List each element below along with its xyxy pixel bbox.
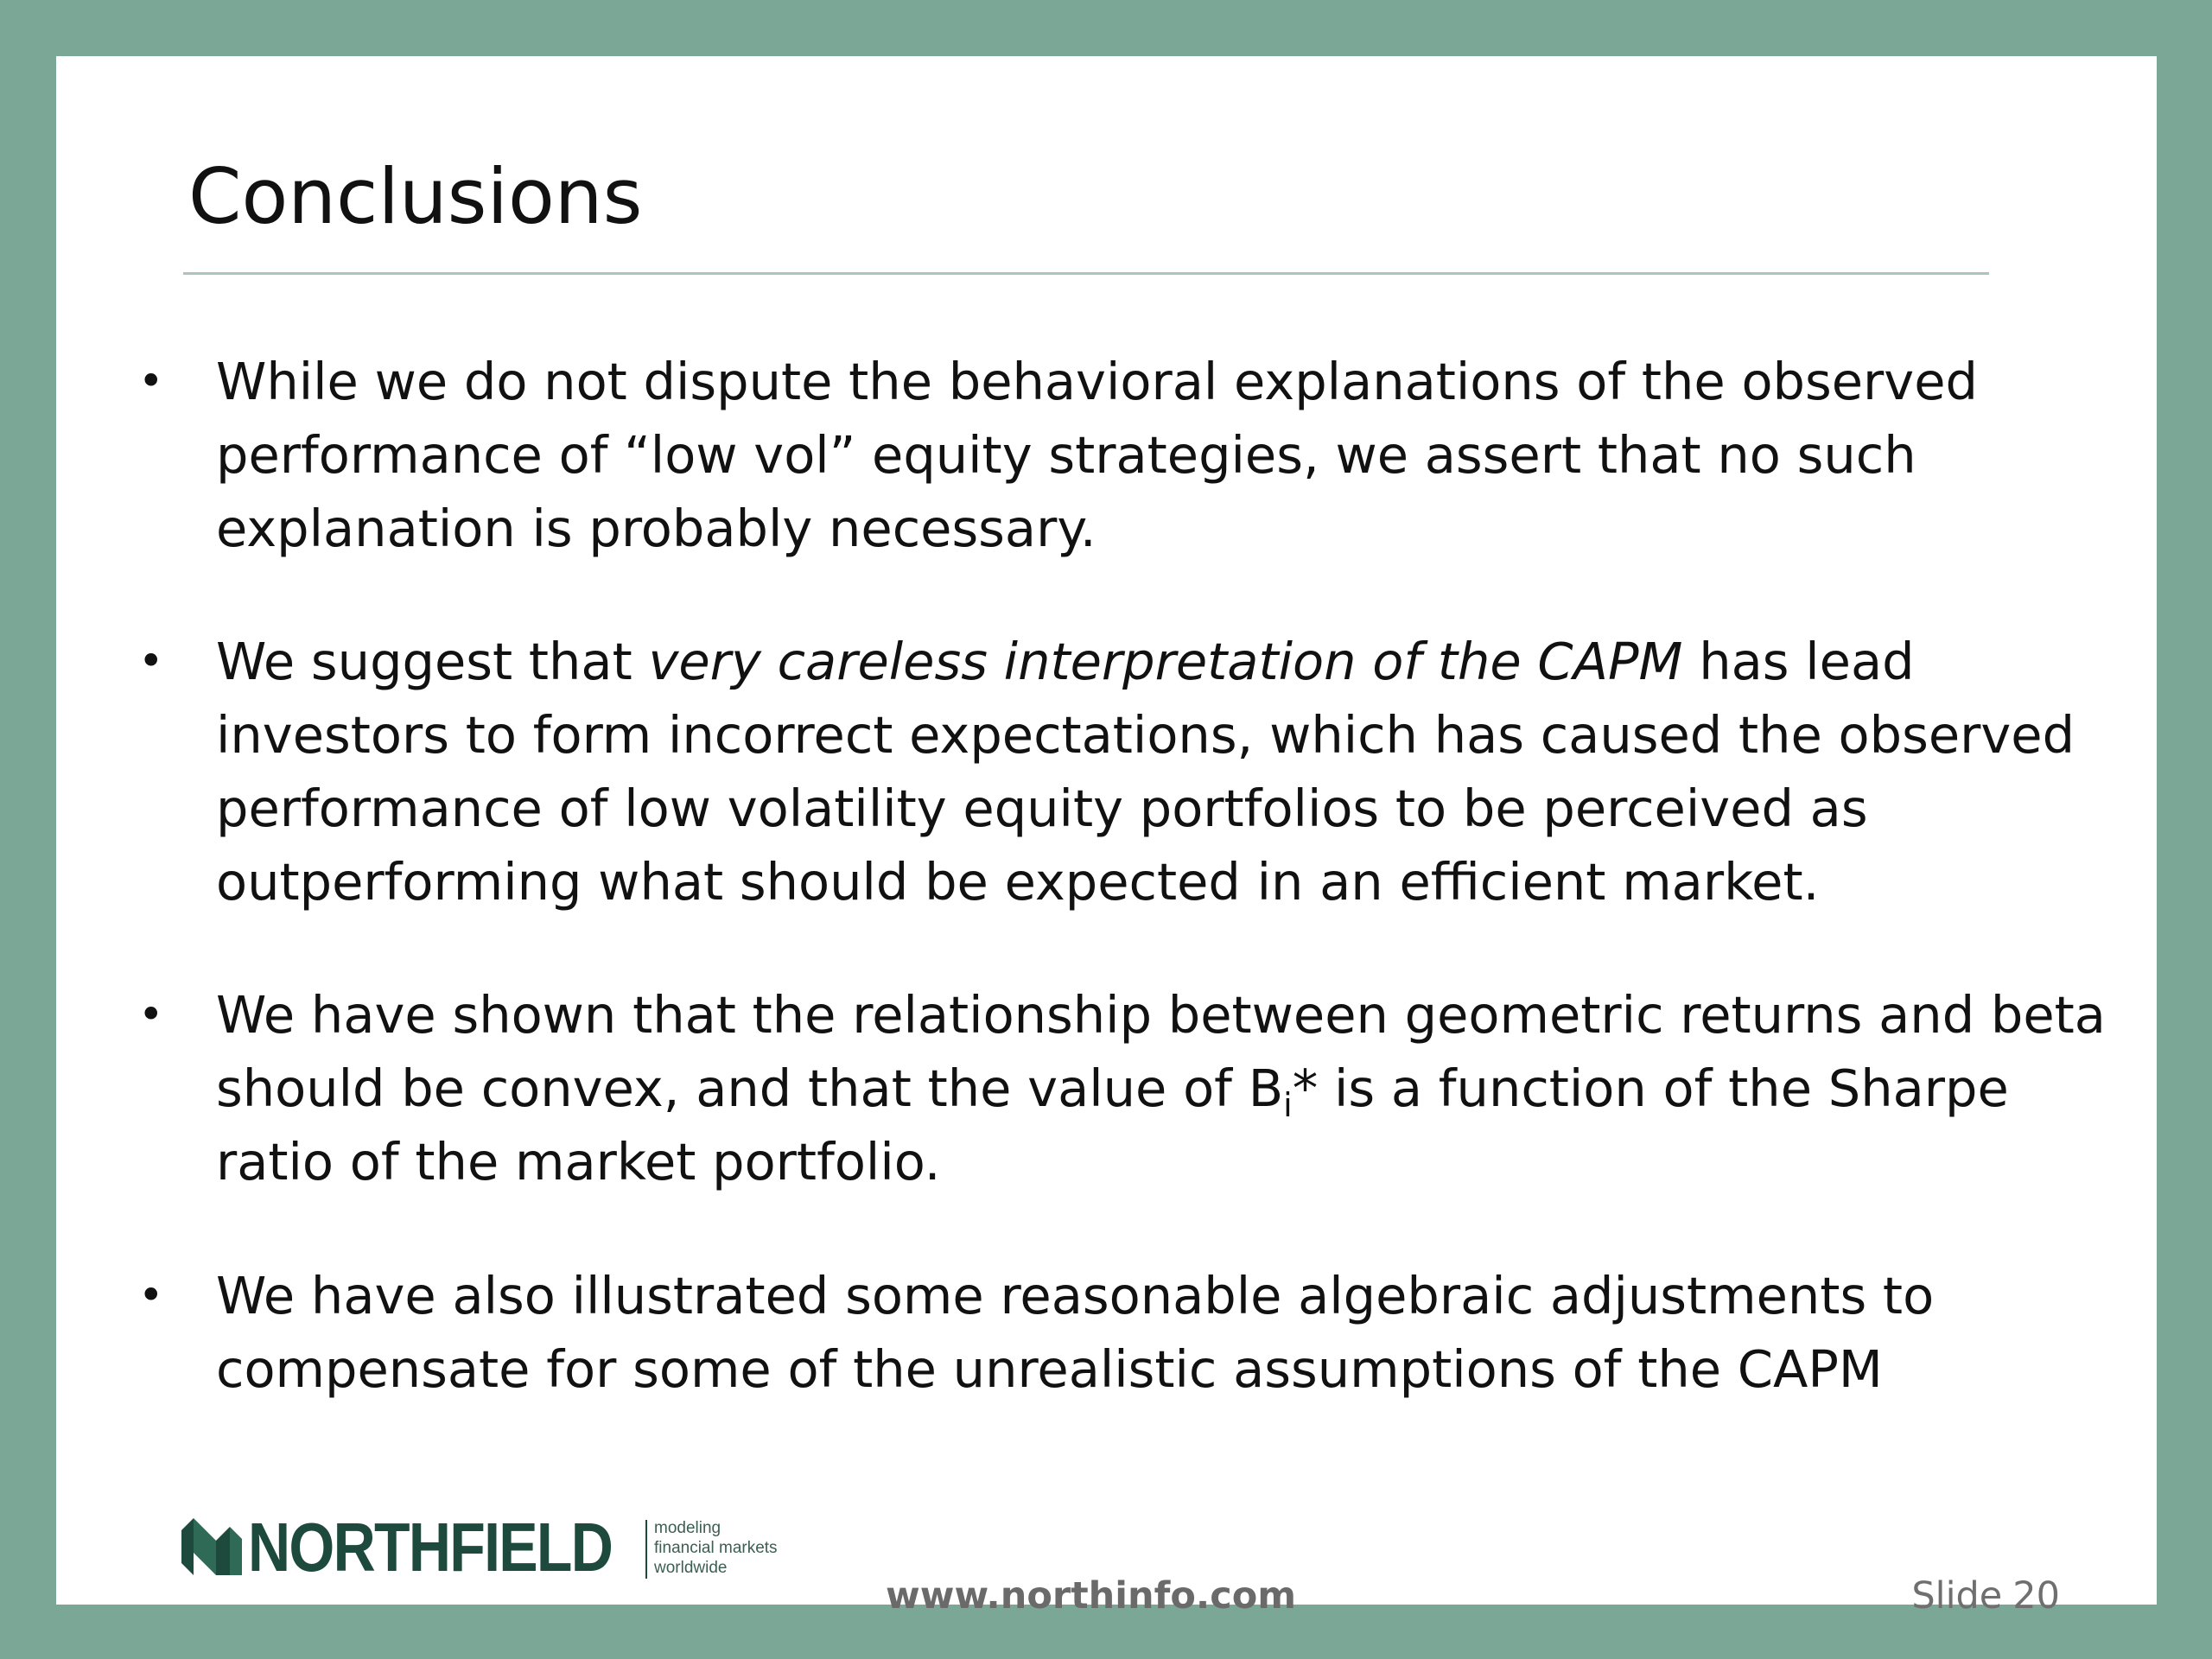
- bullet-point-icon: •: [138, 1270, 164, 1320]
- slide-title: Conclusions: [188, 152, 643, 241]
- logo-tagline-line: modeling: [654, 1519, 721, 1537]
- bullet-text-line: explanation is probably necessary.: [216, 499, 1096, 558]
- bullet-text-line: We have shown that the relationship between geometric returns and beta: [216, 985, 2106, 1045]
- slide: [56, 56, 2157, 1618]
- logo-wordmark: NORTHFIELD: [248, 1509, 613, 1586]
- logo-tagline: [654, 1518, 778, 1578]
- bullet-item: [138, 978, 2152, 1198]
- bullet-text-line: performance of low volatility equity portfolios to be perceived as: [216, 779, 1868, 838]
- bullet-item: [138, 1259, 2152, 1406]
- logo-tagline-line: financial markets: [654, 1539, 778, 1557]
- northfield-logo-icon: [181, 1518, 242, 1575]
- bullet-point-icon: •: [138, 989, 164, 1039]
- logo-divider: [645, 1520, 647, 1579]
- bullet-text-line: While we do not dispute the behavioral explanations of the observed: [216, 352, 1978, 411]
- bullet-text-segment: * is a function of the Sharpe: [1292, 1058, 2009, 1118]
- bullet-text-segment: should be convex, and that the value of B: [216, 1058, 1284, 1118]
- bullet-list: [56, 56, 2157, 1605]
- bullet-text-line: [216, 625, 2152, 698]
- emphasized-text: very careless interpretation of the CAPM: [648, 632, 1683, 691]
- slide-number-label: Slide: [1911, 1574, 2003, 1618]
- footer-url: www.northinfo.com: [886, 1574, 1297, 1618]
- bullet-point-icon: •: [138, 356, 164, 406]
- slide-number-value: 20: [2012, 1574, 2060, 1618]
- bullet-text-line: performance of “low vol” equity strategies, we assert that no such: [216, 425, 1916, 485]
- logo-tagline-line: worldwide: [654, 1559, 728, 1577]
- bullet-text-line: [216, 1052, 2152, 1125]
- bullet-text-line: ratio of the market portfolio.: [216, 1132, 941, 1192]
- bullet-item: [138, 345, 2152, 565]
- bullet-text-line: compensate for some of the unrealistic assumptions of the CAPM: [216, 1339, 1883, 1399]
- bullet-item: [138, 625, 2152, 918]
- subscript-text: i: [1283, 1086, 1293, 1124]
- bullet-point-icon: •: [138, 636, 164, 686]
- bullet-text-segment: has lead: [1682, 632, 1915, 691]
- bullet-text-line: outperforming what should be expected in an efficient market.: [216, 852, 1820, 912]
- bullet-text-segment: We suggest that: [216, 632, 649, 691]
- bullet-text-line: investors to form incorrect expectations, which has caused the observed: [216, 705, 2075, 765]
- northfield-logo: [181, 1508, 804, 1586]
- bullet-text-line: We have also illustrated some reasonable algebraic adjustments to: [216, 1266, 1935, 1325]
- slide-number: [1911, 1570, 2060, 1622]
